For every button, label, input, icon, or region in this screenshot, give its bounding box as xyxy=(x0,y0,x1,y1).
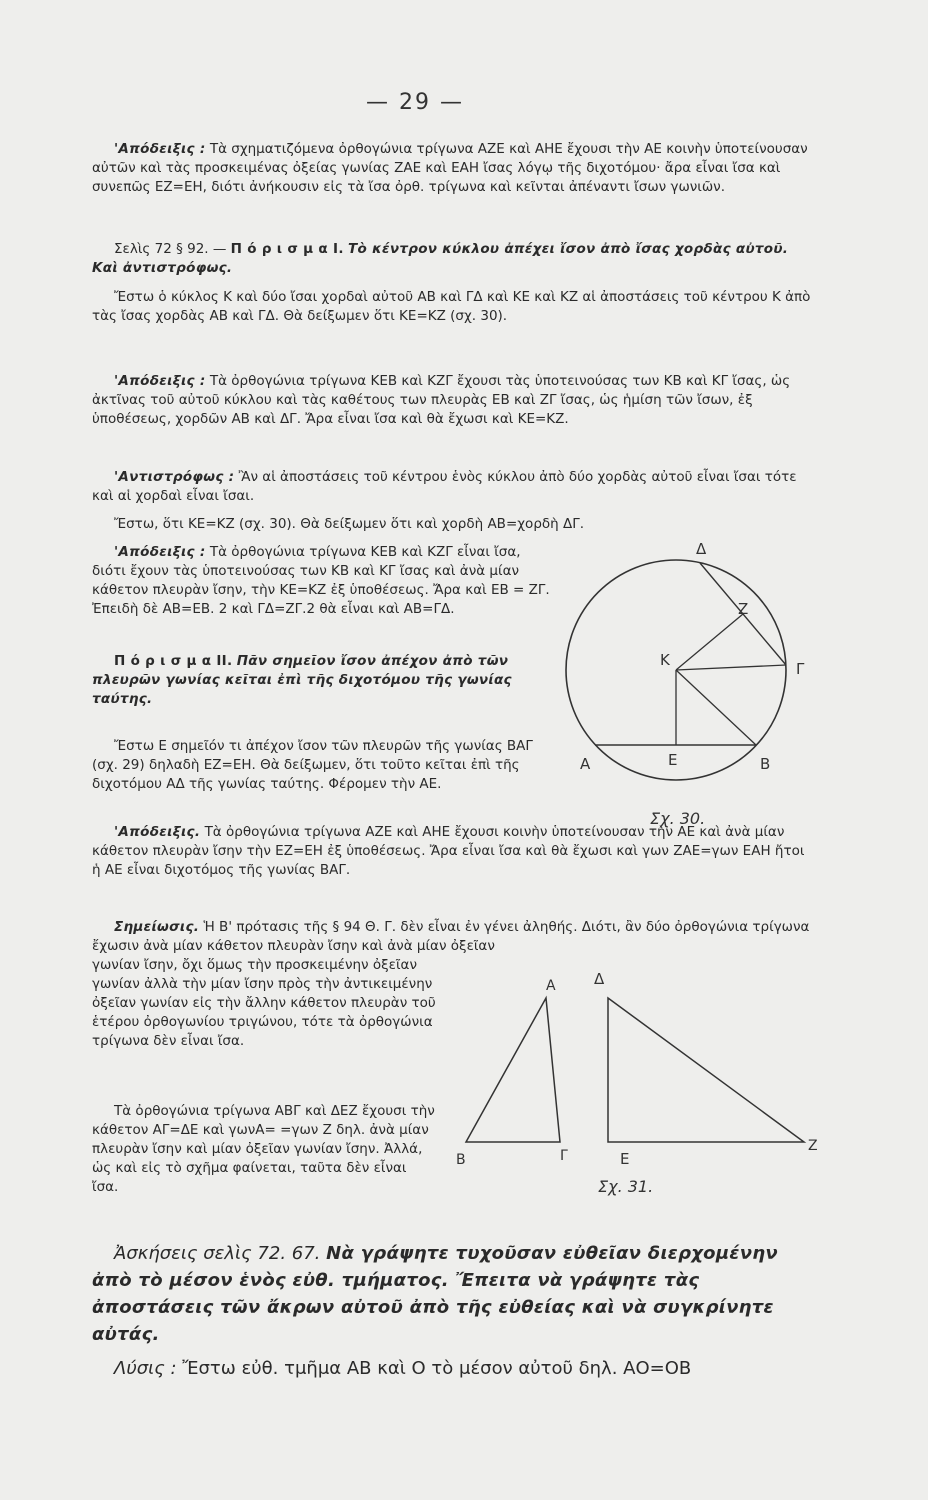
label-z: Ζ xyxy=(808,1138,818,1154)
porisma-ref: Σελὶς 72 § 92. — xyxy=(114,241,227,257)
solution-paragraph xyxy=(92,1355,812,1382)
porisma-text: Τὸ κέντρον κύκλου ἀπέχει ἴσον ἀπὸ ἴσας χορδὰς αὐτοῦ. Καὶ ἀντιστρόφως. xyxy=(92,241,789,276)
porisma-2 xyxy=(92,652,557,709)
remark-paragraph xyxy=(92,918,812,956)
remark-continuation: γωνίαν ἴσην, ὄχι ὅμως τὴν προσκειμένην ὀξεῖαν γωνίαν ἀλλὰ τὴν μίαν ἴσην πρὸς τὴν ἀντικειμένην ὀξεῖαν γωνίαν εἰς τὴν ἄλλην κάθετον πλευρὰν τοῦ ἑτέρου ὀρθογωνίου τριγώνου, τότε τὰ ὀρθογώνια τρίγωνα δὲν εἶναι ἴσα. xyxy=(92,957,436,1049)
label-k: Κ xyxy=(660,651,670,669)
converse-text: Ἂν αἱ ἀποστάσεις τοῦ κέντρου ἑνὸς κύκλου ἀπὸ δύο χορδὰς αὐτοῦ εἶναι ἴσαι τότε καὶ αἱ χορδαὶ εἶναι ἴσαι. xyxy=(92,469,797,504)
exercise-paragraph xyxy=(92,1240,812,1348)
label-b: Β xyxy=(456,1152,466,1168)
solution-label: Λύσις : xyxy=(114,1358,177,1379)
proof-label: 'Απόδειξις : xyxy=(114,544,206,560)
converse-paragraph xyxy=(92,468,812,506)
solution-text: Ἔστω εὐθ. τμῆμα ΑΒ καὶ Ο τὸ μέσον αὐτοῦ δηλ. ΑΟ=ΟΒ xyxy=(182,1358,692,1379)
figure-31-caption: Σχ. 31. xyxy=(598,1177,654,1196)
label-d: Δ xyxy=(696,540,707,558)
figure-31 xyxy=(450,970,830,1200)
remark-text: Ἡ Β' πρότασις τῆς § 94 Θ. Γ. δὲν εἶναι ἐν γένει ἀληθής. Διότι, ἂν δύο ὀρθογώνια τρίγωνα ἔχωσιν ἀνὰ μίαν κάθετον πλευρὰν ἴσην καὶ ἀνὰ μίαν ὀξεῖαν xyxy=(92,919,810,954)
paragraph-esto-2: Ἔστω, ὅτι ΚΕ=ΚΖ (σχ. 30). Θὰ δείξωμεν ὅτι καὶ χορδὴ ΑΒ=χορδὴ ΔΓ. xyxy=(114,516,585,532)
porisma-label: Π ό ρ ι σ μ α Ι. xyxy=(230,241,344,257)
label-g: Γ xyxy=(796,660,805,678)
proof-label: 'Απόδειξις : xyxy=(114,373,206,389)
proof-text: Τὰ σχηματιζόμενα ὀρθογώνια τρίγωνα ΑΖΕ καὶ ΑΗΕ ἔχουσι τὴν ΑΕ κοινὴν ὑποτείνουσαν αὐτῶν καὶ τὰς προσκειμένας ὀξείας γωνίας ΖΑΕ καὶ ΕΑΗ ἴσας λόγῳ τῆς διχοτόμου· ἄρα εἶναι ἴσα καὶ συνεπῶς ΕΖ=ΕΗ, διότι ἀνήκουσιν εἰς τὰ ἴσα ὀρθ. τρίγωνα καὶ κεῖνται ἀπέναντι ἴσων γωνιῶν. xyxy=(92,141,808,195)
porisma-text: Πᾶν σημεῖον ἴσον ἀπέχον ἀπὸ τῶν πλευρῶν γωνίας κεῖται ἐπὶ τῆς διχοτόμου τῆς γωνίας ταύτης. xyxy=(92,653,512,707)
label-g: Γ xyxy=(560,1148,568,1164)
proof-text: Τὰ ὀρθογώνια τρίγωνα ΚΕΒ καὶ ΚΖΓ εἶναι ἴσα, διότι ἔχουν τὰς ὑποτεινούσας των ΚΒ καὶ ΚΓ ἴσας καὶ ἀνὰ μίαν κάθετον πλευρὰν ἴσην, τὴν ΚΕ=ΚΖ ἐξ ὑποθέσεως. Ἄρα καὶ ΕΒ = ΖΓ. Ἐπειδὴ δὲ ΑΒ=ΕΒ. 2 καὶ ΓΔ=ΖΓ.2 θὰ εἶναι καὶ ΑΒ=ΓΔ. xyxy=(92,544,550,617)
proof-label: 'Απόδειξις. xyxy=(114,824,201,840)
paragraph-triangles: Τὰ ὀρθογώνια τρίγωνα ΑΒΓ καὶ ΔΕΖ ἔχουσι τὴν κάθετον ΑΓ=ΔΕ καὶ γωνΑ= =γων Ζ δηλ. ἀνὰ μίαν πλευρὰν ἴσην καὶ μίαν ὀξεῖαν γωνίαν ἴσην. Ἀλλά, ὡς καὶ εἰς τὸ σχῆμα φαίνεται, ταῦτα δὲν εἶναι ἴσα. xyxy=(92,1103,435,1195)
label-z: Ζ xyxy=(738,600,749,618)
label-e: Ε xyxy=(620,1150,630,1168)
proof-paragraph-2 xyxy=(92,372,812,429)
figure-30-caption: Σχ. 30. xyxy=(650,809,706,828)
segment-kb xyxy=(676,670,756,745)
proof-label: 'Απόδειξις : xyxy=(114,141,206,157)
segment-kg xyxy=(676,665,786,670)
paragraph-esto-3: Ἔστω Ε σημεῖόν τι ἀπέχον ἴσον τῶν πλευρῶν τῆς γωνίας ΒΑΓ (σχ. 29) δηλαδὴ ΕΖ=ΕΗ. Θὰ δείξωμεν, ὅτι τοῦτο κεῖται ἐπὶ τῆς διχοτόμου ΑΔ τῆς γωνίας ταύτης. Φέρομεν τὴν ΑΕ. xyxy=(92,738,533,792)
remark-label: Σημείωσις. xyxy=(114,919,200,935)
proof-paragraph-3 xyxy=(92,543,557,619)
page-number: — 29 — xyxy=(366,90,464,115)
proof-text: Τὰ ὀρθογώνια τρίγωνα ΚΕΒ καὶ ΚΖΓ ἔχουσι τὰς ὑποτεινούσας των ΚΒ καὶ ΚΓ ἴσας, ὡς ἀκτῖνας τοῦ αὐτοῦ κύκλου καὶ τὰς καθέτους των πλευρὰς ΕΒ καὶ ΖΓ ἴσας, ὡς ἡμίση τῶν ἴσων, ἐξ ὑποθέσεως, χορδῶν ΑΒ καὶ ΔΓ. Ἄρα εἶναι ἴσα καὶ θὰ ἔχωσι καὶ ΚΕ=ΚΖ. xyxy=(92,373,791,427)
proof-paragraph-1 xyxy=(92,140,812,197)
label-b: Β xyxy=(760,755,771,773)
porisma-1 xyxy=(92,240,812,278)
figure-30 xyxy=(560,530,820,840)
segment-kz xyxy=(676,614,743,670)
exercise-text: Νὰ γράψητε τυχοῦσαν εὐθεῖαν διερχομένην ἀπὸ τὸ μέσον ἑνὸς εὐθ. τμήματος. Ἔπειτα νὰ γράψητε τὰς ἀποστάσεις τῶν ἄκρων αὐτοῦ ἀπὸ τῆς εὐθείας καὶ νὰ συγκρίνητε αὐτάς. xyxy=(92,1243,778,1345)
converse-label: 'Αντιστρόφως : xyxy=(114,469,235,485)
triangle-abg xyxy=(466,998,560,1142)
label-e: Ε xyxy=(668,751,678,769)
triangle-dez xyxy=(608,998,804,1142)
label-a: Α xyxy=(546,978,556,994)
exercise-label: Ἀσκήσεις σελὶς 72. 67. xyxy=(114,1243,321,1264)
proof-text: Τὰ ὀρθογώνια τρίγωνα ΑΖΕ καὶ ΑΗΕ ἔχουσι κοινὴν ὑποτείνουσαν τὴν ΑΕ καὶ ἀνὰ μίαν κάθετον πλευρὰν ἴσην τὴν ΕΖ=ΕΗ ἐξ ὑποθέσεως. Ἄρα εἶναι ἴσα καὶ θὰ ἔχωσι καὶ γων ΖΑΕ=γων ΕΑΗ ἤτοι ἡ ΑΕ εἶναι διχοτόμος τῆς γωνίας ΒΑΓ. xyxy=(92,824,805,878)
label-d: Δ xyxy=(594,970,605,988)
porisma-label: Π ό ρ ι σ μ α ΙΙ. xyxy=(114,653,233,669)
paragraph-esto-1: Ἔστω ὁ κύκλος Κ καὶ δύο ἴσαι χορδαὶ αὐτοῦ ΑΒ καὶ ΓΔ καὶ ΚΕ καὶ ΚΖ αἱ ἀποστάσεις τοῦ κέντρου Κ ἀπὸ τὰς ἴσας χορδὰς ΑΒ καὶ ΓΔ. Θὰ δείξωμεν ὅτι ΚΕ=ΚΖ (σχ. 30). xyxy=(92,289,811,324)
label-a: Α xyxy=(580,755,591,773)
